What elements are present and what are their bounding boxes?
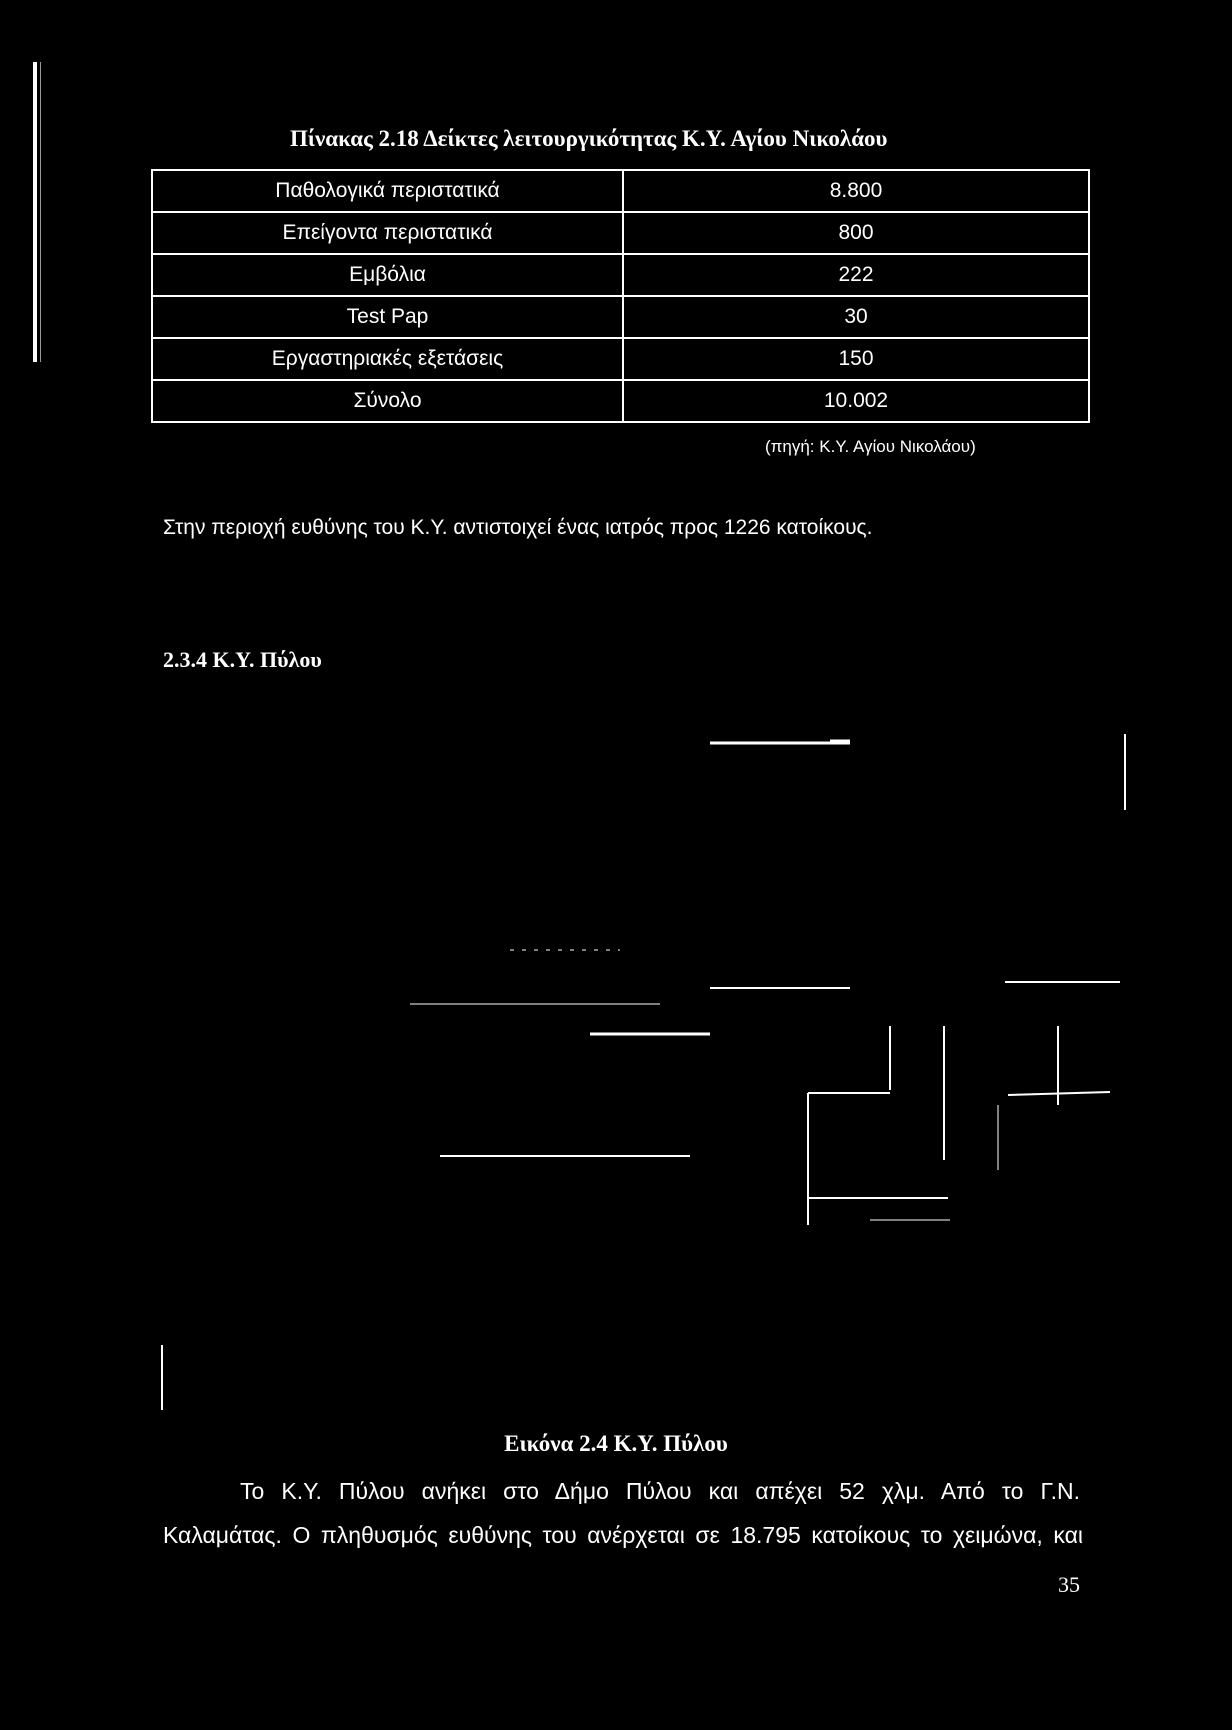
table-row [152, 170, 1089, 212]
row-value: 10.002 [623, 380, 1089, 422]
scan-edge-line [33, 62, 37, 362]
indicators-table [151, 169, 1090, 423]
scan-edge-line [40, 62, 41, 362]
row-value: 30 [623, 296, 1089, 338]
row-label: Εργαστηριακές εξετάσεις [152, 338, 623, 380]
table-row [152, 254, 1089, 296]
body-text-line: Καλαμάτας. Ο πληθυσμός ευθύνης του ανέρχεται σε 18.795 κατοίκους το χειμώνα, και [163, 1522, 1083, 1548]
row-label: Test Pap [152, 296, 623, 338]
table-title: Πίνακας 2.18 Δείκτες λειτουργικότητας Κ.Υ. Αγίου Νικολάου [290, 126, 888, 151]
health-center-photo [150, 720, 1140, 1410]
figure-caption: Εικόνα 2.4 Κ.Υ. Πύλου [504, 1431, 728, 1456]
table-source-note: (πηγή: Κ.Υ. Αγίου Νικολάου) [765, 437, 976, 456]
section-heading: 2.3.4 Κ.Υ. Πύλου [163, 647, 322, 672]
row-label: Εμβόλια [152, 254, 623, 296]
row-label: Παθολογικά περιστατικά [152, 170, 623, 212]
row-value: 222 [623, 254, 1089, 296]
row-label: Σύνολο [152, 380, 623, 422]
row-value: 150 [623, 338, 1089, 380]
table-row [152, 212, 1089, 254]
table-row [152, 338, 1089, 380]
table-row [152, 380, 1089, 422]
page-number: 35 [1058, 1572, 1080, 1597]
row-value: 800 [623, 212, 1089, 254]
table-row [152, 296, 1089, 338]
paragraph: Στην περιοχή ευθύνης του Κ.Υ. αντιστοιχεί ένας ιατρός προς 1226 κατοίκους. [163, 516, 873, 539]
row-label: Επείγοντα περιστατικά [152, 212, 623, 254]
body-text-line: Το Κ.Υ. Πύλου ανήκει στο Δήμο Πύλου και απέχει 52 χλμ. Από το Γ.Ν. [240, 1478, 1080, 1504]
row-value: 8.800 [623, 170, 1089, 212]
